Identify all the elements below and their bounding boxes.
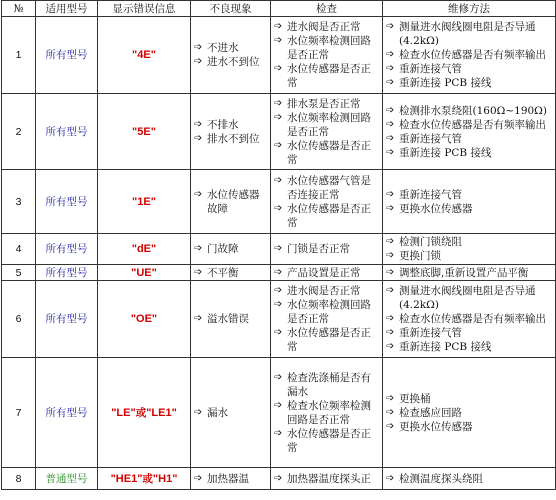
- repair-cell: [383, 281, 556, 358]
- header-symptom: 不良现象: [191, 1, 271, 17]
- arrow-circle-icon: ➩: [274, 266, 283, 278]
- list-item: [386, 340, 552, 354]
- repair-list: [386, 266, 552, 280]
- arrow-circle-icon: ➩: [386, 472, 395, 484]
- list-item: [274, 266, 379, 280]
- arrow-circle-icon: ➩: [386, 406, 395, 418]
- repair-cell: [383, 468, 556, 490]
- list-item: [386, 266, 552, 280]
- list-item-text: 测量进水阀线圈电阻是否导通(4.2kΩ): [399, 285, 536, 311]
- model-cell: 所有型号: [36, 17, 98, 94]
- arrow-circle-icon: ➩: [386, 420, 395, 432]
- symptom-cell: [191, 358, 271, 468]
- row-number: 8: [2, 468, 36, 490]
- arrow-circle-icon: ➩: [386, 21, 395, 32]
- arrow-circle-icon: ➩: [386, 285, 395, 296]
- arrow-circle-icon: ➩: [274, 63, 283, 74]
- check-cell: [271, 234, 383, 265]
- list-item-text: 门锁是否正常: [287, 243, 350, 255]
- header-number: №: [2, 1, 36, 17]
- model-cell: 所有型号: [36, 358, 98, 468]
- row-number: 4: [2, 234, 36, 265]
- table-row: [2, 468, 556, 490]
- list-item-text: 不平衡: [207, 266, 239, 279]
- arrow-circle-icon: ➩: [274, 285, 283, 296]
- arrow-circle-icon: ➩: [274, 371, 283, 383]
- symptom-cell: [191, 265, 271, 281]
- arrow-circle-icon: ➩: [274, 327, 283, 338]
- repair-list: [386, 188, 552, 216]
- table-row: [2, 17, 556, 94]
- arrow-circle-icon: ➩: [274, 427, 283, 439]
- list-item-text: 溢水错误: [207, 313, 249, 325]
- list-item-text: 水位传感器气管是否连接正常: [287, 174, 371, 201]
- check-cell: [271, 17, 383, 94]
- list-item-text: 调整底脚,重新设置产品平衡: [399, 266, 529, 279]
- arrow-circle-icon: ➩: [194, 42, 203, 53]
- list-item: [194, 41, 267, 55]
- list-item: [194, 406, 267, 420]
- arrow-circle-icon: ➩: [274, 299, 283, 310]
- repair-list: [386, 104, 552, 160]
- repair-list: [386, 235, 552, 263]
- list-item-text: 检测温度探头绕阻: [399, 472, 483, 485]
- symptom-cell: [191, 17, 271, 94]
- repair-cell: [383, 17, 556, 94]
- symptom-cell: [191, 234, 271, 265]
- list-item-text: 水位频率检测回路是否正常: [287, 111, 371, 138]
- symptom-cell: [191, 468, 271, 490]
- error-code-or: 或: [135, 406, 147, 419]
- arrow-circle-icon: ➩: [274, 35, 283, 46]
- row-number: 2: [2, 94, 36, 170]
- list-item-text: 检测门锁绕阻: [399, 236, 462, 248]
- list-item: [386, 132, 552, 146]
- arrow-circle-icon: ➩: [194, 243, 203, 254]
- table-header-row: [2, 1, 556, 17]
- list-item: [274, 139, 379, 167]
- list-item-text: 进水不到位: [207, 56, 260, 68]
- check-list: [274, 371, 379, 455]
- arrow-circle-icon: ➩: [386, 392, 395, 404]
- arrow-circle-icon: ➩: [274, 243, 283, 254]
- list-item-text: 进水阀是否正常: [287, 21, 361, 33]
- error-code-cell: "UE": [98, 265, 191, 281]
- arrow-circle-icon: ➩: [274, 399, 283, 411]
- arrow-circle-icon: ➩: [274, 111, 283, 123]
- table-row: [2, 281, 556, 358]
- check-list: [274, 266, 379, 280]
- list-item: [274, 62, 379, 90]
- model-cell: 所有型号: [36, 265, 98, 281]
- list-item: [386, 146, 552, 160]
- arrow-circle-icon: ➩: [194, 132, 203, 144]
- list-item: [386, 202, 552, 216]
- error-code-b: "H1": [152, 472, 178, 485]
- list-item: [194, 55, 267, 69]
- list-item: [274, 97, 379, 111]
- error-code-a: "LE": [111, 406, 136, 419]
- list-item-text: 检查感应回路: [399, 406, 462, 419]
- error-code-b: "LE1": [146, 406, 177, 419]
- repair-cell: [383, 234, 556, 265]
- row-number: 6: [2, 281, 36, 358]
- arrow-circle-icon: ➩: [386, 202, 395, 214]
- list-item-text: 更换水位传感器: [399, 202, 473, 215]
- list-item-text: 重新连接 PCB 接线: [399, 146, 492, 159]
- list-item-text: 测量进水阀线圈电阻是否导通(4.2kΩ): [399, 21, 536, 47]
- list-item: [386, 312, 552, 326]
- list-item-text: 更换桶: [399, 392, 431, 405]
- list-item-text: 更换门锁: [399, 250, 441, 262]
- list-item: [386, 249, 552, 263]
- error-code-cell: "dE": [98, 234, 191, 265]
- error-code-cell: "4E": [98, 17, 191, 94]
- arrow-circle-icon: ➩: [386, 313, 395, 324]
- table-row: [2, 265, 556, 281]
- model-cell: 所有型号: [36, 234, 98, 265]
- header-model: 适用型号: [36, 1, 98, 17]
- model-cell: 所有型号: [36, 281, 98, 358]
- model-cell: 普通型号: [36, 468, 98, 490]
- list-item: [386, 235, 552, 249]
- list-item-text: 重新连接气管: [399, 132, 462, 145]
- list-item-text: 水位频率检测回路是否正常: [287, 35, 371, 61]
- header-repair-method: 维修方法: [383, 1, 556, 17]
- list-item-text: 门故障: [207, 243, 239, 255]
- list-item-text: 检查水位传感器是否有频率输出: [399, 49, 546, 61]
- list-item: [194, 312, 267, 326]
- arrow-circle-icon: ➩: [386, 266, 395, 278]
- arrow-circle-icon: ➩: [274, 139, 283, 151]
- list-item: [194, 132, 267, 146]
- repair-cell: [383, 94, 556, 170]
- symptom-cell: [191, 170, 271, 234]
- repair-cell: [383, 170, 556, 234]
- symptom-list: [194, 242, 267, 256]
- list-item-text: 检查水位频率检测回路是否正常: [287, 399, 371, 426]
- arrow-circle-icon: ➩: [194, 472, 203, 484]
- list-item-text: 排水泵是否正常: [287, 97, 361, 110]
- row-number: 7: [2, 358, 36, 468]
- table-row: [2, 358, 556, 468]
- check-cell: [271, 265, 383, 281]
- check-list: [274, 20, 379, 90]
- symptom-list: [194, 472, 267, 486]
- arrow-circle-icon: ➩: [194, 313, 203, 324]
- error-code-cell: "1E": [98, 170, 191, 234]
- arrow-circle-icon: ➩: [274, 174, 283, 186]
- arrow-circle-icon: ➩: [274, 97, 283, 109]
- list-item: [194, 266, 267, 280]
- list-item: [274, 326, 379, 354]
- arrow-circle-icon: ➩: [194, 406, 203, 418]
- list-item-text: 水位频率检测回路是否正常: [287, 299, 371, 325]
- list-item: [386, 104, 552, 118]
- list-item-text: 重新连接 PCB 接线: [399, 77, 492, 89]
- list-item: [194, 118, 267, 132]
- arrow-circle-icon: ➩: [386, 77, 395, 88]
- arrow-circle-icon: ➩: [386, 341, 395, 352]
- list-item: [274, 472, 379, 486]
- list-item-text: 重新连接气管: [399, 327, 462, 339]
- model-cell: 所有型号: [36, 170, 98, 234]
- check-cell: [271, 468, 383, 490]
- list-item: [386, 472, 552, 486]
- row-number: 5: [2, 265, 36, 281]
- list-item: [274, 242, 379, 256]
- list-item: [194, 472, 267, 486]
- error-code-cell: [98, 358, 191, 468]
- list-item: [386, 188, 552, 202]
- arrow-circle-icon: ➩: [386, 104, 395, 116]
- repair-cell: [383, 265, 556, 281]
- list-item-text: 检查水位传感器是否有频率输出: [399, 313, 546, 325]
- list-item: [386, 420, 552, 434]
- arrow-circle-icon: ➩: [274, 21, 283, 32]
- list-item-text: 加热器温度探头正: [287, 472, 371, 485]
- header-check: 检查: [271, 1, 383, 17]
- symptom-list: [194, 406, 267, 420]
- list-item: [386, 62, 552, 76]
- list-item: [386, 326, 552, 340]
- list-item: [274, 371, 379, 399]
- row-number: 3: [2, 170, 36, 234]
- check-cell: [271, 358, 383, 468]
- symptom-cell: [191, 281, 271, 358]
- list-item-text: 水位传感器故障: [207, 188, 260, 215]
- repair-list: [386, 392, 552, 434]
- arrow-circle-icon: ➩: [386, 118, 395, 130]
- list-item: [274, 20, 379, 34]
- table-row: [2, 170, 556, 234]
- list-item: [194, 242, 267, 256]
- list-item-text: 重新连接 PCB 接线: [399, 341, 492, 353]
- error-code-cell: "5E": [98, 94, 191, 170]
- arrow-circle-icon: ➩: [386, 146, 395, 158]
- check-cell: [271, 281, 383, 358]
- repair-list: [386, 284, 552, 354]
- arrow-circle-icon: ➩: [386, 132, 395, 144]
- list-item: [274, 427, 379, 455]
- repair-cell: [383, 358, 556, 468]
- check-cell: [271, 94, 383, 170]
- arrow-circle-icon: ➩: [194, 118, 203, 130]
- header-error-display: 显示错误信息: [98, 1, 191, 17]
- list-item-text: 检查水位传感器是否有频率输出: [399, 118, 546, 131]
- list-item: [274, 284, 379, 298]
- row-number: 1: [2, 17, 36, 94]
- list-item: [274, 34, 379, 62]
- symptom-list: [194, 118, 267, 146]
- table-row: [2, 234, 556, 265]
- list-item-text: 加热器温: [207, 472, 249, 485]
- check-list: [274, 97, 379, 167]
- symptom-list: [194, 266, 267, 280]
- list-item: [386, 48, 552, 62]
- arrow-circle-icon: ➩: [386, 250, 395, 261]
- list-item: [274, 298, 379, 326]
- list-item: [386, 406, 552, 420]
- table-row: [2, 94, 556, 170]
- list-item: [386, 76, 552, 90]
- list-item: [274, 399, 379, 427]
- check-list: [274, 174, 379, 230]
- list-item-text: 水位传感器是否正常: [287, 63, 371, 89]
- error-code-a: "HE1": [110, 472, 143, 485]
- list-item-text: 进水阀是否正常: [287, 285, 361, 297]
- arrow-circle-icon: ➩: [386, 236, 395, 247]
- error-code-cell: [98, 468, 191, 490]
- list-item-text: 重新连接气管: [399, 63, 462, 75]
- list-item: [386, 392, 552, 406]
- repair-list: [386, 472, 552, 486]
- list-item-text: 水位传感器是否正常: [287, 202, 371, 229]
- check-cell: [271, 170, 383, 234]
- list-item: [274, 202, 379, 230]
- repair-list: [386, 20, 552, 90]
- list-item: [194, 188, 267, 216]
- error-code-cell: "OE": [98, 281, 191, 358]
- arrow-circle-icon: ➩: [194, 188, 203, 200]
- arrow-circle-icon: ➩: [386, 49, 395, 60]
- arrow-circle-icon: ➩: [194, 56, 203, 67]
- list-item: [386, 20, 552, 48]
- arrow-circle-icon: ➩: [274, 202, 283, 214]
- symptom-list: [194, 41, 267, 69]
- list-item-text: 水位传感器是否正常: [287, 427, 371, 454]
- arrow-circle-icon: ➩: [274, 472, 283, 484]
- arrow-circle-icon: ➩: [386, 63, 395, 74]
- list-item-text: 不排水: [207, 118, 239, 131]
- arrow-circle-icon: ➩: [386, 188, 395, 200]
- list-item-text: 检测排水泵绕阻(160Ω~190Ω): [399, 104, 547, 117]
- check-list: [274, 242, 379, 256]
- list-item-text: 检查洗涤桶是否有漏水: [287, 371, 371, 398]
- check-list: [274, 284, 379, 354]
- list-item: [274, 111, 379, 139]
- list-item-text: 漏水: [207, 406, 228, 419]
- arrow-circle-icon: ➩: [194, 266, 203, 278]
- list-item: [386, 118, 552, 132]
- check-list: [274, 472, 379, 486]
- list-item-text: 更换水位传感器: [399, 420, 473, 433]
- list-item-text: 不进水: [207, 42, 239, 54]
- list-item: [386, 284, 552, 312]
- symptom-cell: [191, 94, 271, 170]
- list-item-text: 产品设置是正常: [287, 266, 361, 279]
- symptom-list: [194, 312, 267, 326]
- model-cell: 所有型号: [36, 94, 98, 170]
- list-item-text: 水位传感器是否正常: [287, 139, 371, 166]
- arrow-circle-icon: ➩: [386, 327, 395, 338]
- symptom-list: [194, 188, 267, 216]
- error-code-or: 或: [142, 472, 153, 485]
- list-item-text: 水位传感器是否正常: [287, 327, 371, 353]
- error-code-table: [1, 0, 556, 490]
- list-item-text: 重新连接气管: [399, 188, 462, 201]
- list-item-text: 排水不到位: [207, 132, 260, 145]
- list-item: [274, 174, 379, 202]
